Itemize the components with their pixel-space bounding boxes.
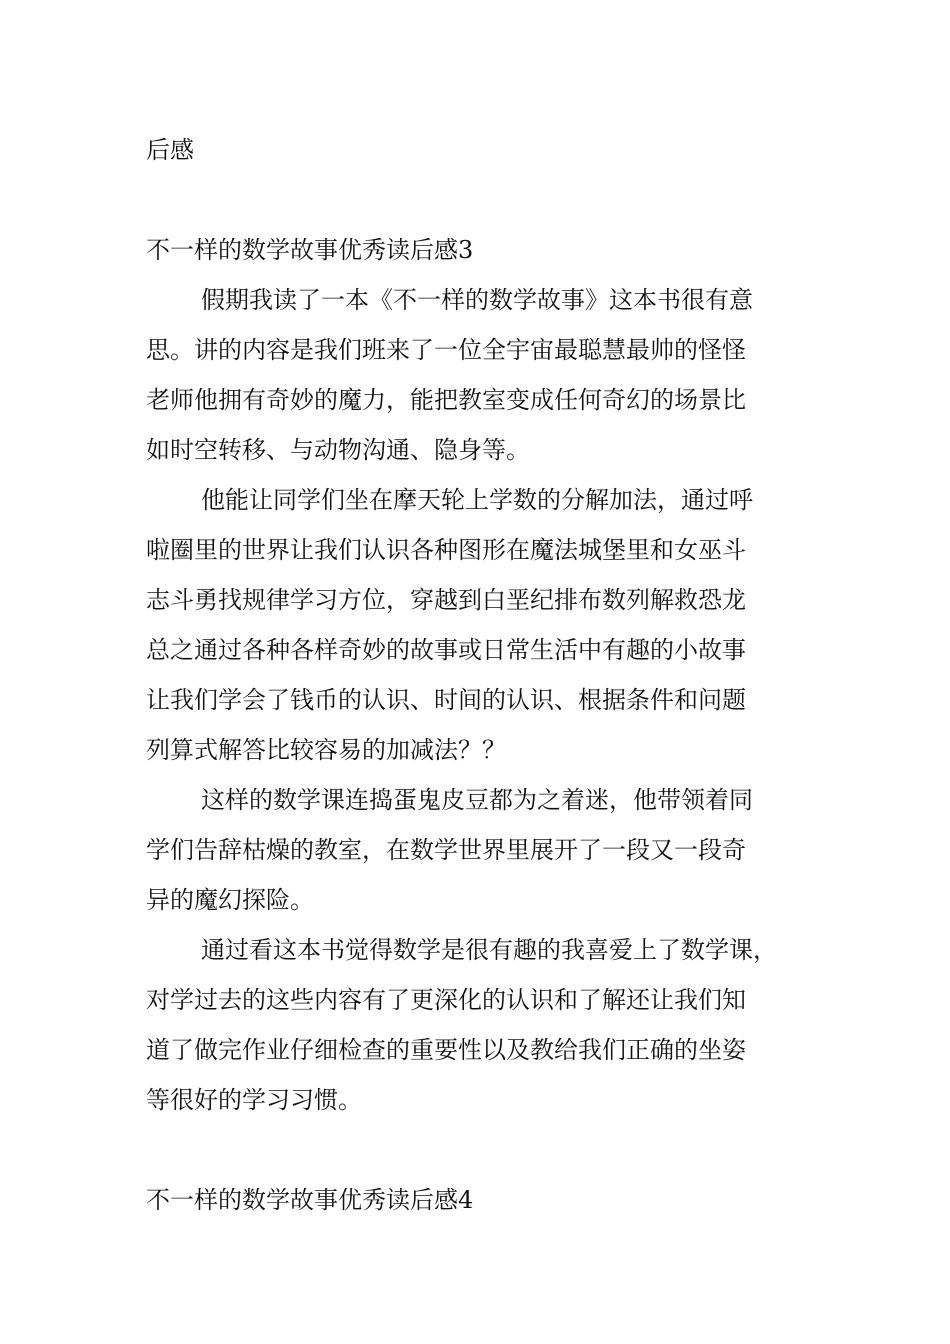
section-heading: 不一样的数学故事优秀读后感4	[146, 1186, 474, 1214]
section-heading: 不一样的数学故事优秀读后感3	[146, 236, 474, 264]
paragraph-line: 老师他拥有奇妙的魔力，能把教室变成任何奇幻的场景比	[146, 386, 746, 414]
paragraph-line: 如时空转移、与动物沟通、隐身等。	[146, 436, 530, 464]
paragraph-line: 等很好的学习习惯。	[146, 1086, 362, 1114]
paragraph-line: 他能让同学们坐在摩天轮上学数的分解加法，通过呼	[201, 486, 753, 514]
paragraph-line: 这样的数学课连捣蛋鬼皮豆都为之着迷，他带领着同	[201, 786, 753, 814]
fragment-text: 后感	[146, 136, 194, 164]
paragraph-line: 思。讲的内容是我们班来了一位全宇宙最聪慧最帅的怪怪	[146, 336, 746, 364]
paragraph-line: 让我们学会了钱币的认识、时间的认识、根据条件和问题	[146, 686, 746, 714]
paragraph-line: 志斗勇找规律学习方位，穿越到白垩纪排布数列解救恐龙	[146, 586, 746, 614]
paragraph-line: 学们告辞枯燥的教室，在数学世界里展开了一段又一段奇	[146, 836, 746, 864]
paragraph-line: 道了做完作业仔细检查的重要性以及教给我们正确的坐姿	[146, 1036, 746, 1064]
paragraph-line: 对学过去的这些内容有了更深化的认识和了解还让我们知	[146, 986, 746, 1014]
paragraph-line: 假期我读了一本《不一样的数学故事》这本书很有意	[201, 286, 753, 314]
paragraph-line: 总之通过各种各样奇妙的故事或日常生活中有趣的小故事	[146, 636, 746, 664]
paragraph-line: 列算式解答比较容易的加减法？？	[146, 736, 506, 764]
paragraph-line: 异的魔幻探险。	[146, 886, 314, 914]
paragraph-line: 通过看这本书觉得数学是很有趣的我喜爱上了数学课，	[201, 936, 777, 964]
paragraph-line: 啦圈里的世界让我们认识各种图形在魔法城堡里和女巫斗	[146, 536, 746, 564]
